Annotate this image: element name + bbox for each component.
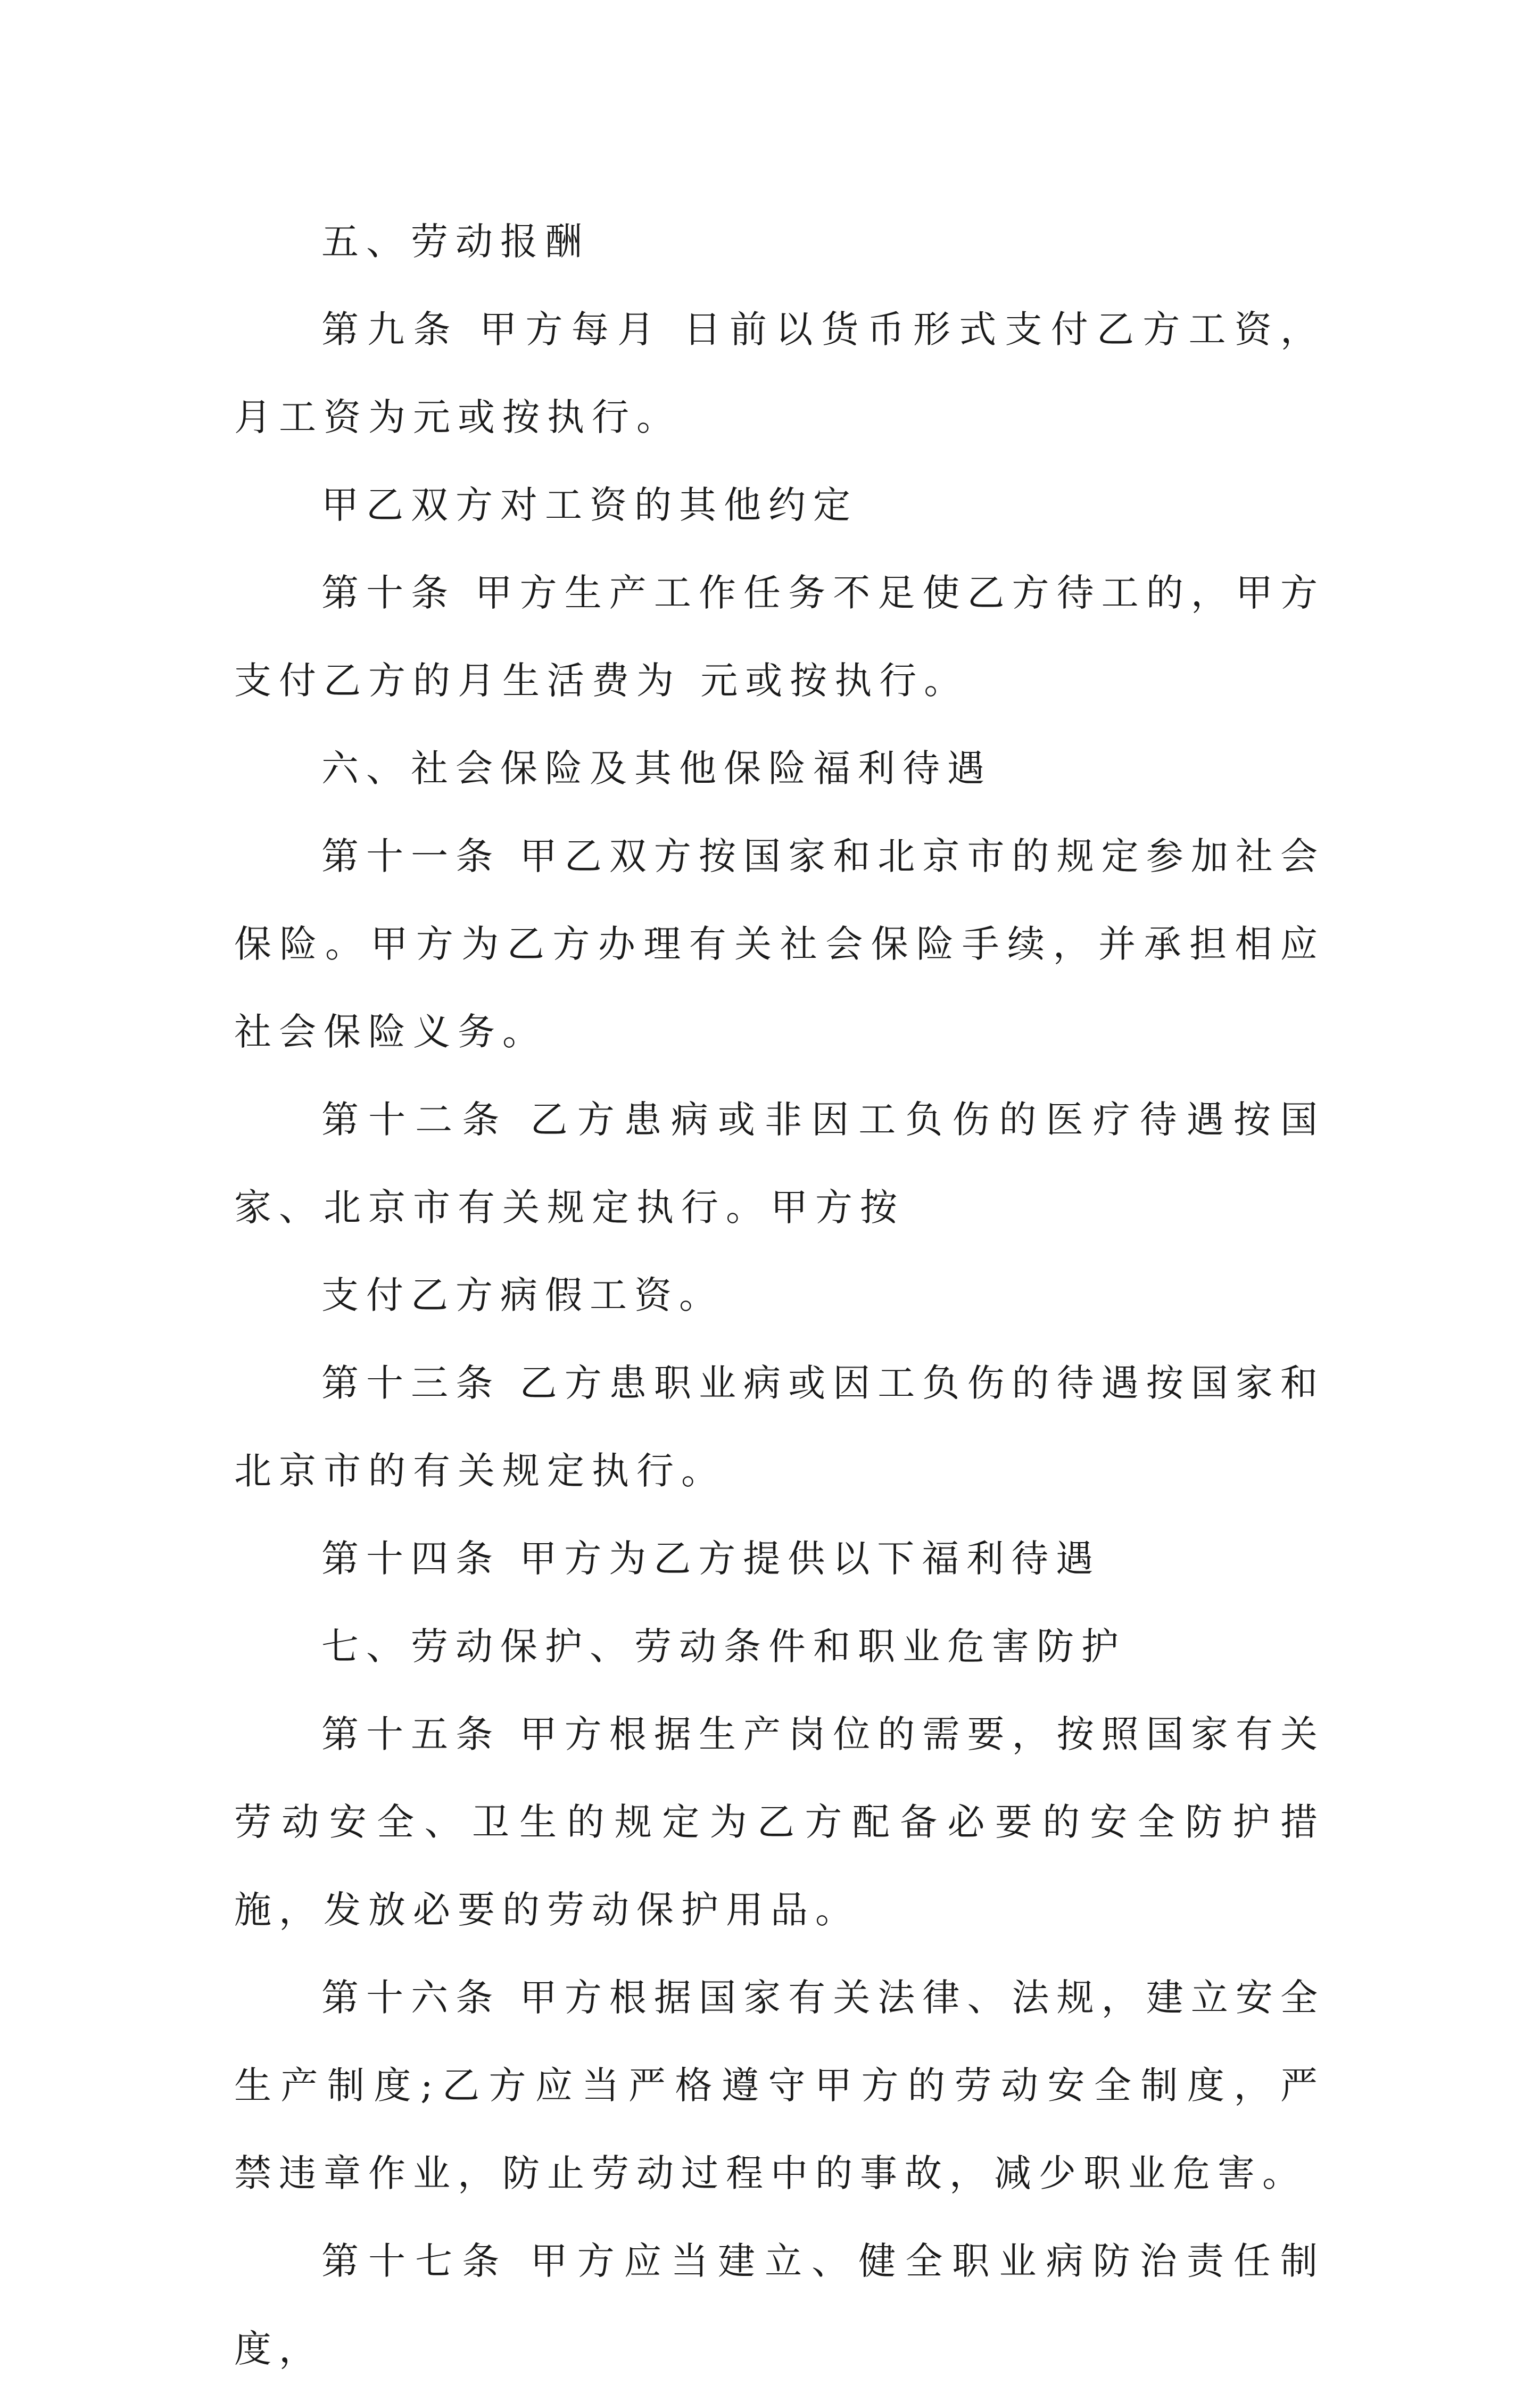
document-body — [234, 198, 1325, 2393]
article-11: 第十一条 甲乙双方按国家和北京市的规定参加社会保险。甲方为乙方办理有关社会保险手续，并承担相应社会保险义务。 — [234, 834, 1325, 1054]
article-10: 第十条 甲方生产工作任务不足使乙方待工的，甲方支付乙方的月生活费为 元或按执行。 — [234, 571, 1325, 702]
article-14: 第十四条 甲方为乙方提供以下福利待遇 — [321, 1537, 1101, 1580]
section-heading-labor-protection: 七、劳动保护、劳动条件和职业危害防护 — [321, 1625, 1126, 1668]
section-heading-labor-remuneration: 五、劳动报酬 — [321, 220, 590, 263]
section-heading-social-insurance: 六、社会保险及其他保险福利待遇 — [321, 747, 992, 790]
article-9: 第九条 甲方每月 日前以货币形式支付乙方工资，月工资为元或按执行。 — [234, 308, 1325, 439]
article-13: 第十三条 乙方患职业病或因工负伤的待遇按国家和北京市的有关规定执行。 — [234, 1361, 1325, 1493]
article-17: 第十七条 甲方应当建立、健全职业病防治责任制度， — [234, 2239, 1325, 2371]
other-wage-agreement: 甲乙双方对工资的其他约定 — [321, 483, 858, 527]
article-12: 第十二条 乙方患病或非因工负伤的医疗待遇按国家、北京市有关规定执行。甲方按 — [234, 1098, 1325, 1229]
article-16: 第十六条 甲方根据国家有关法律、法规，建立安全生产制度;乙方应当严格遵守甲方的劳动安全制度，严禁违章作业，防止劳动过程中的事故，减少职业危害。 — [234, 1976, 1325, 2195]
article-12-continuation: 支付乙方病假工资。 — [321, 1273, 724, 1317]
article-15: 第十五条 甲方根据生产岗位的需要，按照国家有关劳动安全、卫生的规定为乙方配备必要的安全防护措施，发放必要的劳动保护用品。 — [234, 1712, 1325, 1932]
